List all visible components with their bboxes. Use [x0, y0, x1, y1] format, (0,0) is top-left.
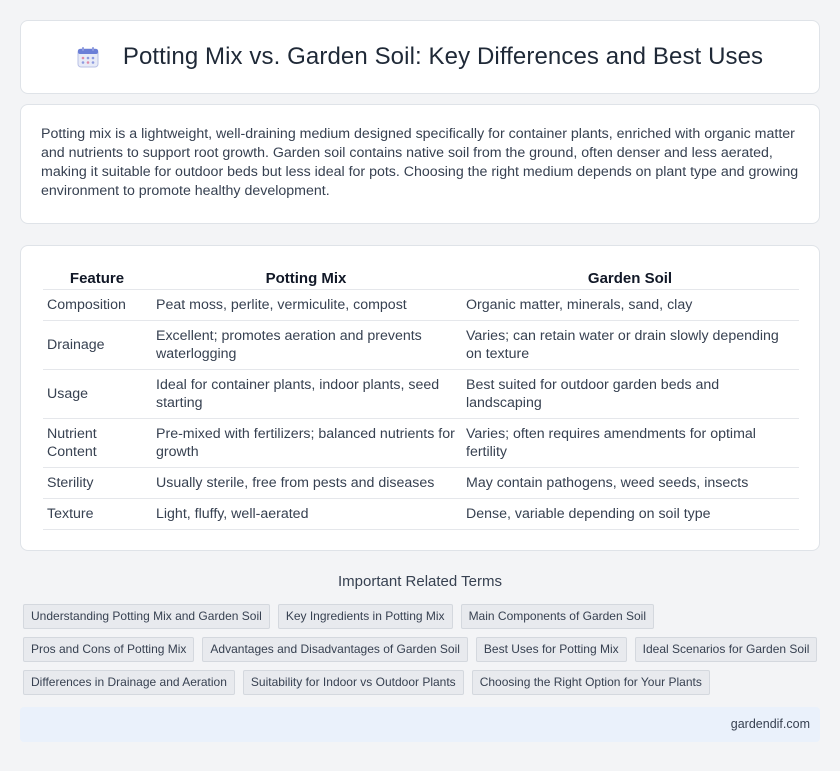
related-term-link[interactable]: Advantages and Disadvantages of Garden Soil: [202, 637, 468, 662]
footer: [20, 707, 820, 742]
potting-mix-cell: Peat moss, perlite, vermiculite, compost: [151, 289, 461, 320]
potting-mix-cell: Usually sterile, free from pests and diseases: [151, 467, 461, 498]
feature-cell: Drainage: [43, 320, 151, 369]
garden-soil-cell: Varies; often requires amendments for optimal fertility: [461, 418, 799, 467]
potting-mix-cell: Excellent; promotes aeration and prevents waterlogging: [151, 320, 461, 369]
table-row: [43, 289, 799, 320]
garden-soil-cell: Varies; can retain water or drain slowly depending on texture: [461, 320, 799, 369]
potting-mix-cell: Pre-mixed with fertilizers; balanced nutrients for growth: [151, 418, 461, 467]
footer-site-name[interactable]: gardendif.com: [730, 717, 810, 731]
feature-cell: Nutrient Content: [43, 418, 151, 467]
table-row: [43, 467, 799, 498]
related-terms-title: Important Related Terms: [338, 573, 502, 590]
garden-soil-cell: May contain pathogens, weed seeds, insects: [461, 467, 799, 498]
garden-soil-cell: Best suited for outdoor garden beds and landscaping: [461, 369, 799, 418]
related-term-link[interactable]: Key Ingredients in Potting Mix: [278, 604, 453, 629]
related-term-link[interactable]: Ideal Scenarios for Garden Soil: [635, 637, 818, 662]
garden-soil-cell: Organic matter, minerals, sand, clay: [461, 289, 799, 320]
related-term-link[interactable]: Main Components of Garden Soil: [461, 604, 654, 629]
table-row: [43, 418, 799, 467]
feature-cell: Texture: [43, 498, 151, 529]
table-header-row: [43, 264, 799, 289]
related-term-link[interactable]: Pros and Cons of Potting Mix: [23, 637, 194, 662]
intro-text: Potting mix is a lightweight, well-draining medium designed specifically for container plants, enriched with organic matter and nutrients to support root growth. Garden soil contains native soil from the ground, often denser and less aerated, making it suitable for outdoor beds but less ideal for pots. Choosing the right medium depends on plant type and growing environment to promote healthy development.: [41, 126, 799, 199]
feature-cell: Usage: [43, 369, 151, 418]
page-title: Potting Mix vs. Garden Soil: Key Differences and Best Uses: [122, 43, 764, 70]
table-row: [43, 369, 799, 418]
intro-card: [20, 104, 820, 224]
header-potting-mix: Potting Mix: [151, 264, 461, 289]
potting-mix-cell: Ideal for container plants, indoor plants, seed starting: [151, 369, 461, 418]
related-term-link[interactable]: Understanding Potting Mix and Garden Soil: [23, 604, 270, 629]
comparison-card: [20, 245, 820, 551]
feature-cell: Sterility: [43, 467, 151, 498]
calendar-icon: [77, 46, 99, 68]
related-term-link[interactable]: Suitability for Indoor vs Outdoor Plants: [243, 670, 464, 695]
comparison-table: [43, 264, 799, 530]
header-feature: Feature: [43, 264, 151, 289]
header-garden-soil: Garden Soil: [461, 264, 799, 289]
related-term-link[interactable]: Best Uses for Potting Mix: [476, 637, 627, 662]
related-term-link[interactable]: Differences in Drainage and Aeration: [23, 670, 235, 695]
header-card: [20, 20, 820, 94]
related-terms-list: [23, 604, 823, 695]
table-row: [43, 498, 799, 529]
potting-mix-cell: Light, fluffy, well-aerated: [151, 498, 461, 529]
table-row: [43, 320, 799, 369]
garden-soil-cell: Dense, variable depending on soil type: [461, 498, 799, 529]
feature-cell: Composition: [43, 289, 151, 320]
related-term-link[interactable]: Choosing the Right Option for Your Plants: [472, 670, 710, 695]
